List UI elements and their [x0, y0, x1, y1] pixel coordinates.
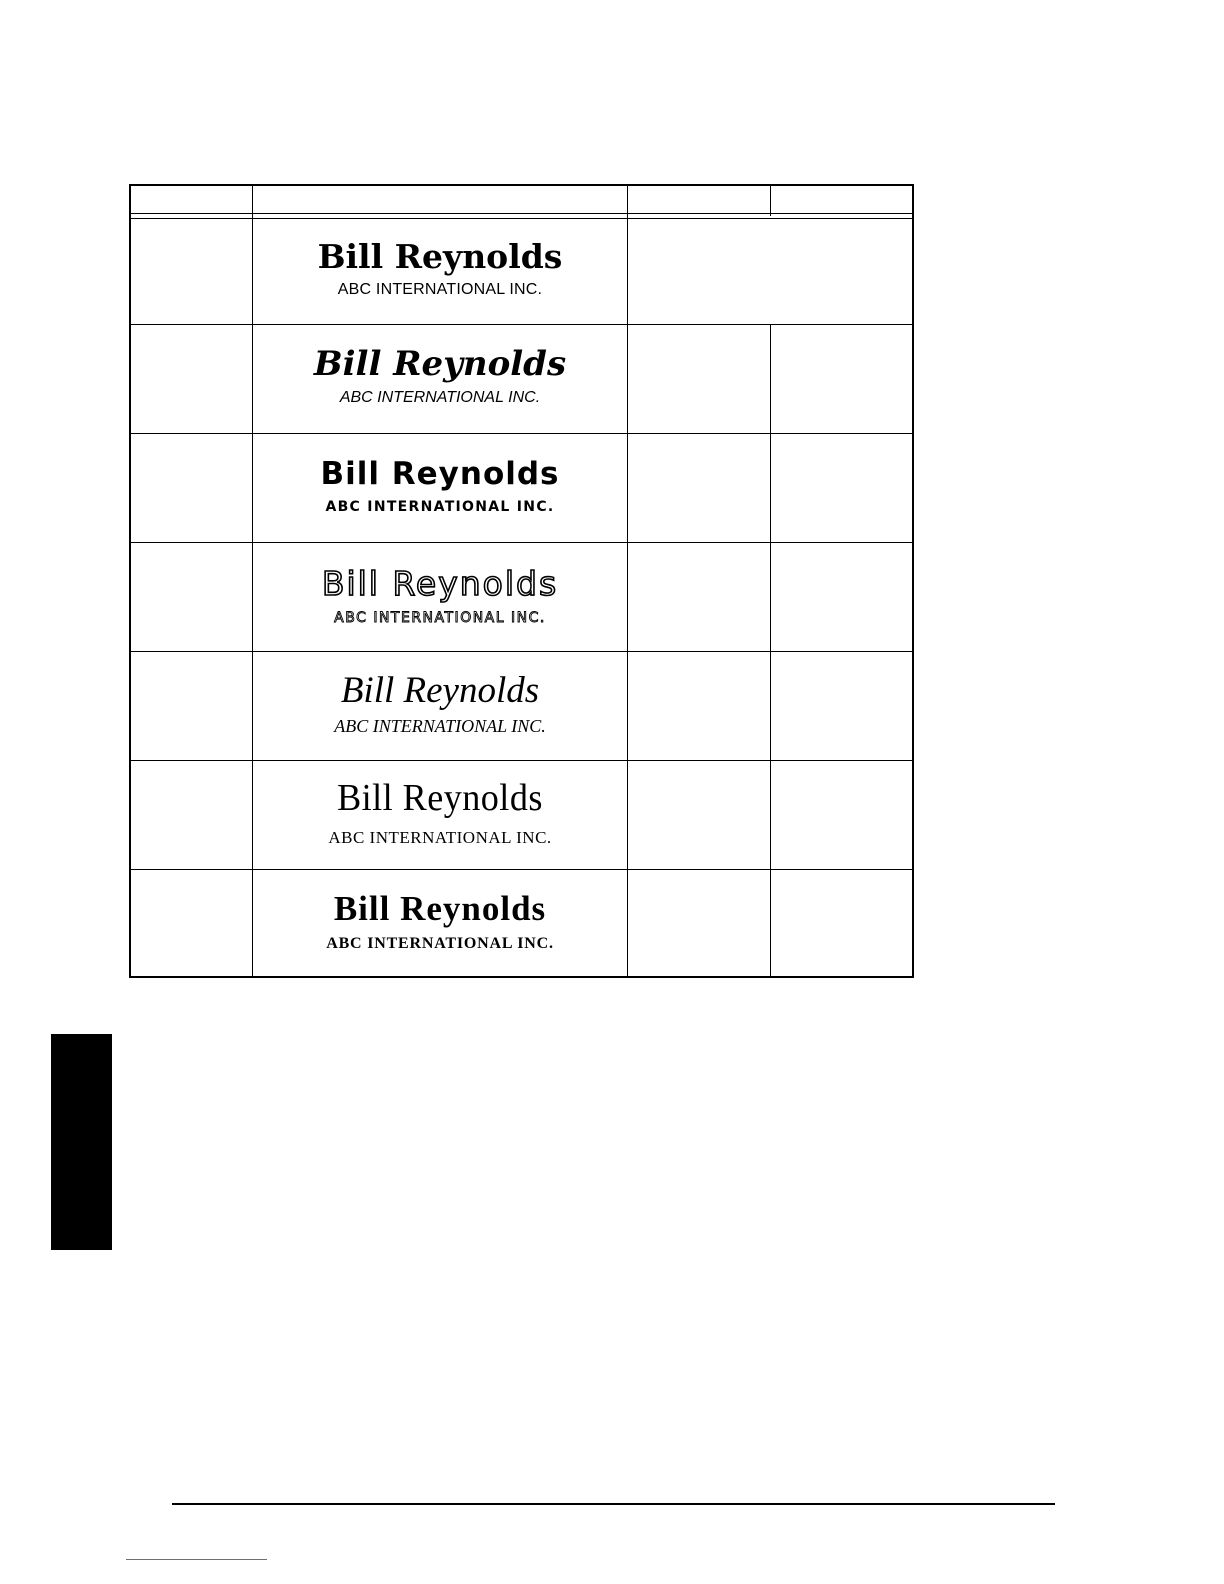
sample-name: Bill Reynolds: [320, 456, 560, 492]
sample-name: Bill Reynolds: [337, 777, 543, 819]
sample-name: Bill Reynolds: [317, 237, 563, 276]
sample-company: ABC INTERNATIONAL INC.: [328, 828, 552, 847]
font-sample-7: [253, 891, 627, 952]
row-rule-3: [131, 542, 912, 543]
font-sample-table: [129, 184, 914, 978]
column-divider-3-header: [770, 186, 771, 216]
footer-rule: [172, 1503, 1055, 1505]
link-underline[interactable]: [126, 1559, 267, 1560]
section-tab: [51, 1034, 112, 1250]
sample-company: ABC INTERNATIONAL INC.: [339, 389, 541, 406]
sample-name: Bill Reynolds: [321, 564, 559, 603]
sample-company: ABC INTERNATIONAL INC.: [326, 935, 554, 952]
row-rule-6: [131, 869, 912, 870]
sample-company: ABC INTERNATIONAL INC.: [334, 610, 546, 626]
row-rule-1: [131, 324, 912, 325]
sample-company: ABC INTERNATIONAL INC.: [337, 281, 543, 298]
sample-company: ABC INTERNATIONAL INC.: [325, 499, 555, 515]
font-sample-2: [253, 344, 627, 406]
row-rule-5: [131, 760, 912, 761]
row-rule-2: [131, 433, 912, 434]
font-sample-1: [253, 237, 627, 298]
column-divider-2: [627, 186, 628, 976]
sample-name: Bill Reynolds: [333, 889, 547, 928]
sample-company: ABC INTERNATIONAL INC.: [334, 716, 546, 736]
font-sample-5: [253, 672, 627, 735]
font-sample-3: [253, 456, 627, 515]
row-rule-4: [131, 651, 912, 652]
sample-name: Bill Reynolds: [340, 670, 540, 711]
font-sample-6: [253, 779, 627, 846]
font-sample-4: [253, 564, 627, 626]
sample-name: Bill Reynolds: [313, 344, 567, 384]
header-rule-2: [131, 218, 912, 219]
header-rule-1: [131, 213, 912, 214]
